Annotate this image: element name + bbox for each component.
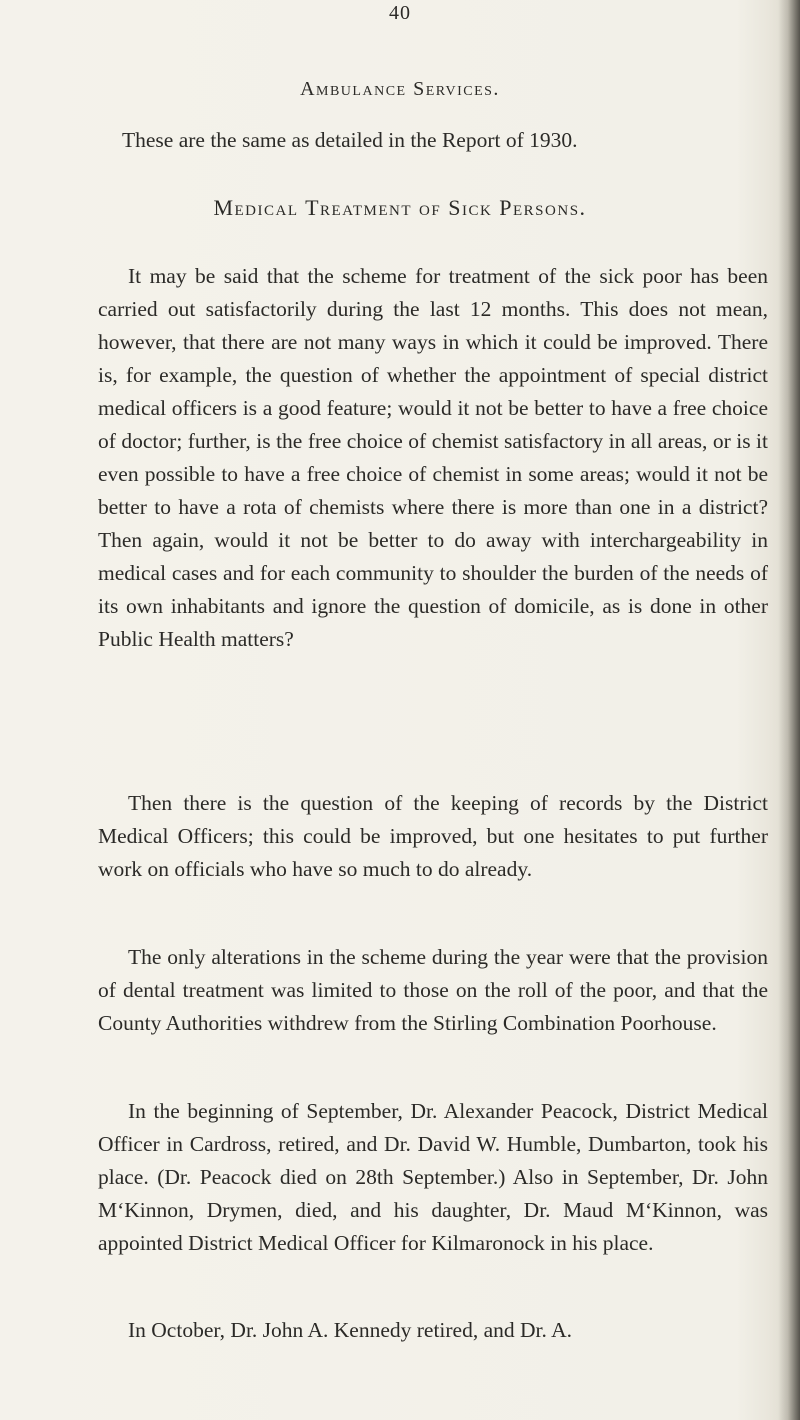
body-paragraph: Then there is the question of the keeping of records by the District Medical Officers; this could be improved, but one hesitates to put further work on officials who have so much to do already. <box>98 791 768 881</box>
ambulance-paragraph: These are the same as detailed in the Report of 1930. <box>122 128 578 152</box>
page-number: 40 <box>389 2 411 24</box>
section-heading-medical-treatment: Medical Treatment of Sick Persons. <box>213 195 587 220</box>
body-paragraph: It may be said that the scheme for treatment of the sick poor has been carried out satisfactorily during the last 12 months. This does not mean, however, that there are not many ways in which it could be improved. There is, for example, the question of whether the appointment of special district medical officers is a good feature; would it not be better to have a free choice of doctor; further, is the free choice of chemist satisfactory in all areas, or is it even possible to have a free choice of chemist in some areas; would it not be better to have a rota of chemists where there is more than one in a district? Then again, would it not be better to do away with interchargeability in medical cases and for each community to shoulder the burden of the needs of its own inhabitants and ignore the question of domicile, as is done in other Public Health matters? <box>98 264 768 651</box>
body-paragraph: In the beginning of September, Dr. Alexander Peacock, District Medical Officer in Cardross, retired, and Dr. David W. Humble, Dumbarton, took his place. (Dr. Peacock died on 28th September.) Also in September, Dr. John M‘Kinnon, Drymen, died, and his daughter, Dr. Maud M‘Kinnon, was appointed District Medical Officer for Kilmaronock in his place. <box>98 1099 768 1255</box>
body-paragraph: The only alterations in the scheme during the year were that the provision of dental treatment was limited to those on the roll of the poor, and that the County Authorities withdrew from the Stirling Combination Poorhouse. <box>98 945 768 1035</box>
section-heading-ambulance: Ambulance Services. <box>300 78 500 100</box>
binding-shadow <box>778 0 800 1420</box>
body-paragraph: In October, Dr. John A. Kennedy retired, and Dr. A. <box>128 1318 572 1342</box>
